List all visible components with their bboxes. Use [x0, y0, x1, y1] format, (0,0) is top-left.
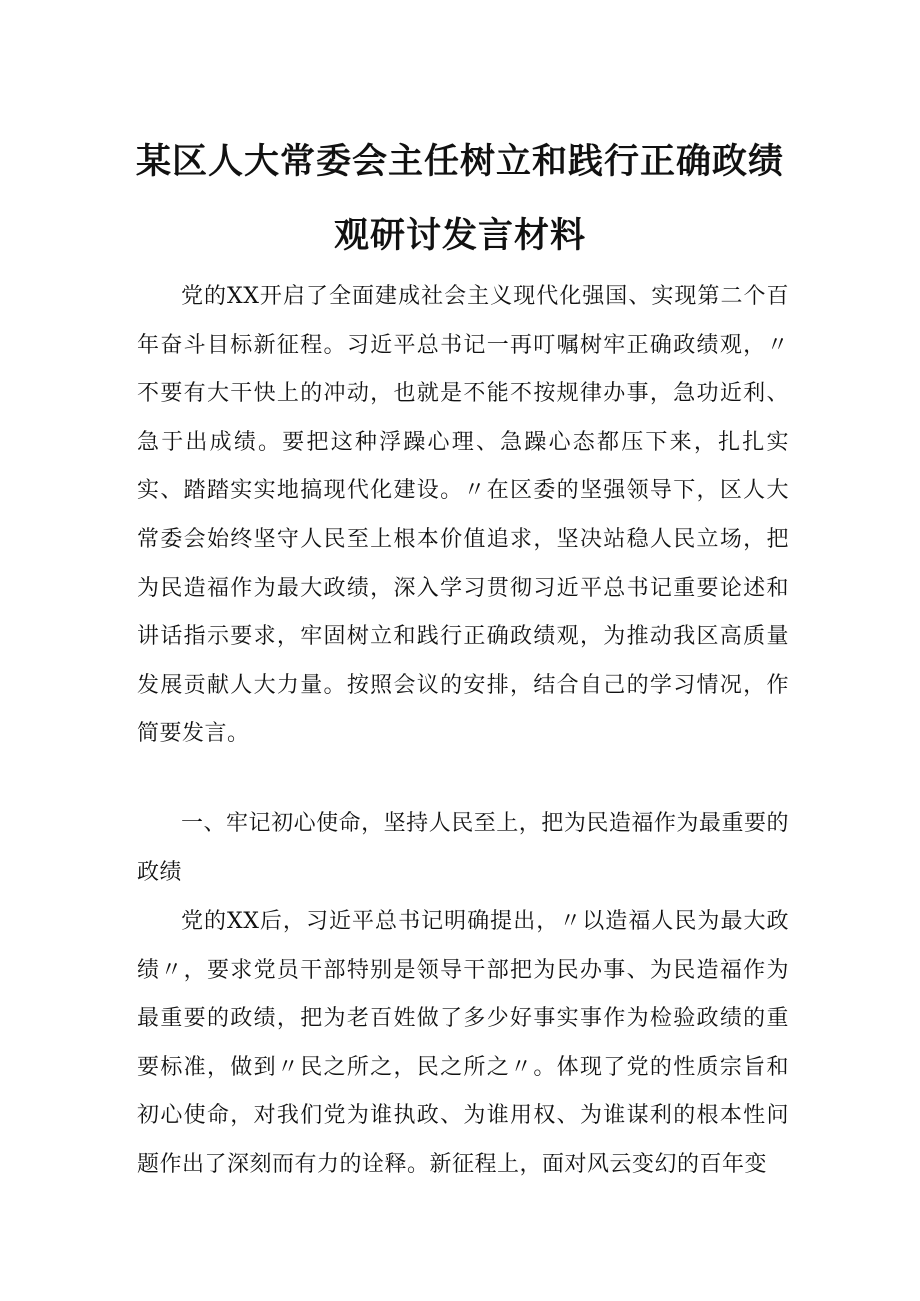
section-heading-1: 一、牢记初心使命，坚持人民至上，把为民造福作为最重要的政绩: [137, 811, 789, 885]
document-title-line-2: 观研讨发言材料: [333, 216, 586, 256]
intro-paragraph: 党的XX开启了全面建成社会主义现代化强国、实现第二个百年奋斗目标新征程。习近平总书记一再叮嘱树牢正确政绩观，〃不要有大干快上的冲动，也就是不能不按规律办事，急功近利、急于出成绩。要把这种浮躁心理、急躁心态都压下来，扎扎实实、踏踏实实地搞现代化建设。〃在区委的坚强领导下，区人大常委会始终坚守人民至上根本价值追求，坚决站稳人民立场，把为民造福作为最大政绩，深入学习贯彻习近平总书记重要论述和讲话指示要求，牢固树立和践行正确政绩观，为推动我区高质量发展贡献人大力量。按照会议的安排，结合自己的学习情况，作简要发言。: [137, 284, 789, 747]
section-1-paragraph: 党的XX后，习近平总书记明确提出，〃以造福人民为最大政绩〃，要求党员干部特别是领导干部把为民办事、为民造福作为最重要的政绩，把为老百姓做了多少好事实事作为检验政绩的重要标准，做到〃民之所之，民之所之〃。体现了党的性质宗旨和初心使命，对我们党为谁执政、为谁用权、为谁谋利的根本性问题作出了深刻而有力的诠释。新征程上，面对风云变幻的百年变: [137, 909, 789, 1177]
document-title-line-1: 某区人大常委会主任树立和践行正确政绩: [135, 142, 784, 182]
